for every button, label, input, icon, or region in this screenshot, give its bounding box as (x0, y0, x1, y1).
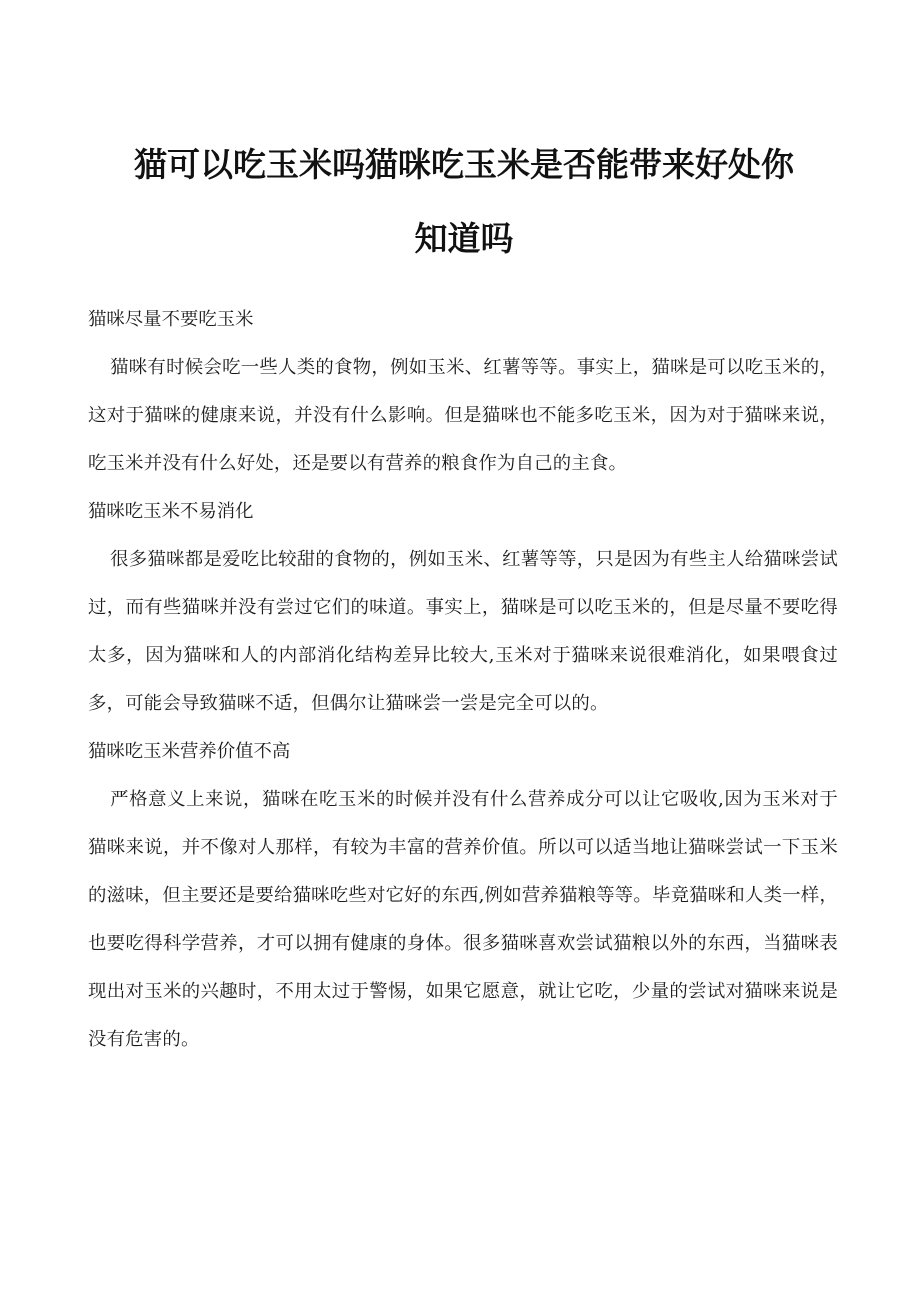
section-2 (88, 488, 838, 728)
section-1 (88, 296, 838, 488)
section-heading: 猫咪吃玉米不易消化 (88, 501, 254, 522)
section-heading: 猫咪尽量不要吃玉米 (88, 309, 254, 330)
document-title (88, 128, 838, 276)
document-body (88, 296, 838, 1064)
section-paragraph: 猫咪有时候会吃一些人类的食物，例如玉米、红薯等等。事实上，猫咪是可以吃玉米的，这对于猫咪的健康来说，并没有什么影响。但是猫咪也不能多吃玉米，因为对于猫咪来说，吃玉米并没有什么好处，还是要以有营养的粮食作为自己的主食。 (88, 357, 838, 474)
section-3 (88, 728, 838, 1064)
section-paragraph: 严格意义上来说，猫咪在吃玉米的时候并没有什么营养成分可以让它吸收,因为玉米对于猫咪来说，并不像对人那样，有较为丰富的营养价值。所以可以适当地让猫咪尝试一下玉米的滋味，但主要还是要给猫咪吃些对它好的东西,例如营养猫粮等等。毕竟猫咪和人类一样，也要吃得科学营养，才可以拥有健康的身体。很多猫咪喜欢尝试猫粮以外的东西，当猫咪表现出对玉米的兴趣时，不用太过于警惕，如果它愿意，就让它吃，少量的尝试对猫咪来说是没有危害的。 (88, 789, 838, 1050)
title-line-1: 猫可以吃玉米吗猫咪吃玉米是否能带来好处你 (134, 145, 794, 184)
section-paragraph: 很多猫咪都是爱吃比较甜的食物的，例如玉米、红薯等等，只是因为有些主人给猫咪尝试过，而有些猫咪并没有尝过它们的味道。事实上，猫咪是可以吃玉米的，但是尽量不要吃得太多，因为猫咪和人的内部消化结构差异比较大,玉米对于猫咪来说很难消化，如果喂食过多，可能会导致猫咪不适，但偶尔让猫咪尝一尝是完全可以的。 (88, 549, 838, 714)
section-heading: 猫咪吃玉米营养价值不高 (88, 741, 291, 762)
title-line-2: 知道吗 (414, 219, 514, 258)
